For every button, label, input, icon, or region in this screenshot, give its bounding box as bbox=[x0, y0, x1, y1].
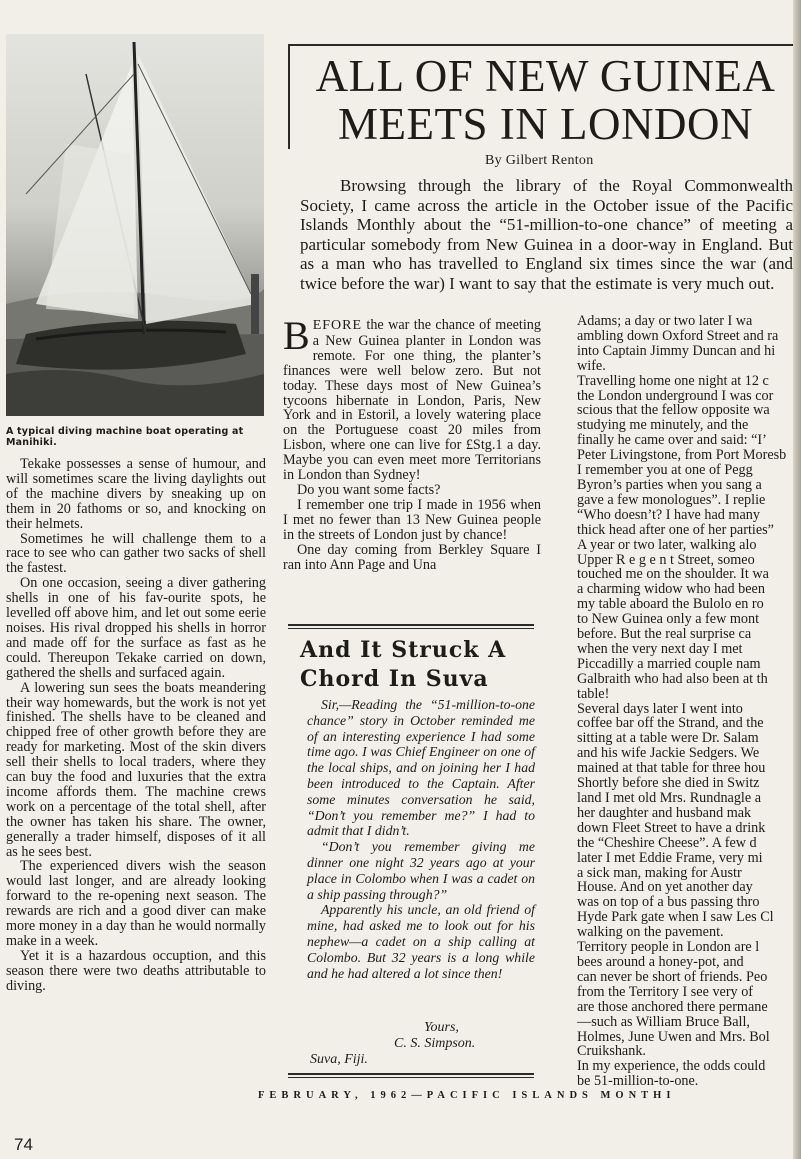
line: to New Guinea only a few mont bbox=[577, 611, 760, 628]
line: sitting at a table were Dr. Salam bbox=[577, 730, 759, 747]
column-3 bbox=[563, 314, 801, 1089]
line: Piccadilly a married couple nam bbox=[577, 655, 761, 672]
diving-boat-photo bbox=[6, 34, 264, 416]
paragraph: Sometimes he will challenge them to a race to see who can gather two sacks of shell the fastest. bbox=[6, 530, 266, 577]
line: can never be short of friends. Peo bbox=[577, 968, 768, 985]
line: “Who doesn’t? I have had many bbox=[577, 506, 760, 523]
letter-paragraph: Sir,—Reading the “51-million-to-one chance” story in October reminded me of an interesting experience I had some time ago. I was Chief Engineer on one of the local ships, and on joining her I had been introduced to the Captain. After some minutes conversation he said, “Don’t you remember me?” I had to admit that I didn’t. bbox=[307, 697, 535, 839]
line: a sick man, making for Austr bbox=[577, 864, 742, 881]
line: Travelling home one night at 12 c bbox=[577, 372, 769, 389]
line: finally he came over and said: “I’ bbox=[577, 432, 767, 449]
line: studying me minutely, and the bbox=[577, 417, 749, 434]
drop-cap: B bbox=[283, 313, 310, 358]
line: from the Territory I see very of bbox=[577, 983, 754, 1000]
line: —such as William Bruce Ball, bbox=[577, 1013, 750, 1030]
line: Holmes, June Uwen and Mrs. Bol bbox=[577, 1028, 770, 1045]
paragraph: The experienced divers wish the season would last longer, and are already looking forward to the re-opening next season. The rewards are rich and a good diver can make more money in a day than he would normally make in a week. bbox=[6, 858, 266, 949]
line: scious that the fellow opposite wa bbox=[577, 402, 770, 419]
column-2 bbox=[283, 313, 541, 573]
line: Territory people in London are l bbox=[577, 939, 760, 956]
line: was on top of a bus passing thro bbox=[577, 894, 760, 911]
letter-body bbox=[307, 697, 535, 981]
line: the London underground I was cor bbox=[577, 387, 774, 404]
line: Upper R e g e n t Street, someo bbox=[577, 551, 755, 568]
line: later I met Eddie Frame, very mi bbox=[577, 849, 763, 866]
first-paragraph-text: the war the chance of meeting a New Guinea planter in London was remote. For one thing, the planter’s finances were well below zero. But not today. These days most of New Guinea’s tycoons hibernate in London, Paris, New York and in Estoril, a lovely watering place on the Portuguese coast 20 miles from Lisbon, where one can live for £Stg.1 a day. Maybe you can even meet more Territorians in London than Sydney! bbox=[283, 317, 541, 484]
letter-paragraph: “Don’t you remember giving me dinner one night 32 years ago at your place in Colombo when I was a cadet on a ship passing through?” bbox=[307, 839, 535, 902]
line: Galbraith who had also been at th bbox=[577, 670, 768, 687]
line: coffee bar off the Strand, and the bbox=[577, 715, 764, 732]
line: I remember you at one of Pegg bbox=[577, 462, 753, 479]
paragraph: I remember one trip I made in 1956 when I met no fewer than 13 New Guinea people in the streets of London just by chance! bbox=[283, 496, 541, 543]
line: thick head after one of her parties” bbox=[577, 521, 774, 538]
line: walking on the pavement. bbox=[577, 924, 724, 941]
paragraph: Do you want some facts? bbox=[297, 481, 441, 498]
line: touched me on the shoulder. It wa bbox=[577, 566, 769, 583]
line: and his wife Jackie Sedgers. We bbox=[577, 745, 760, 762]
line: her daughter and husband mak bbox=[577, 804, 752, 821]
line: when the very next day I met bbox=[577, 640, 743, 657]
letter-paragraph: Apparently his uncle, an old friend of mine, had asked me to look out for his nephew—a cadet on a ship calling at Colombo. But 32 years is a long while and he had altered a lot since then! bbox=[307, 902, 535, 981]
line: Peter Livingstone, from Port Moresb bbox=[577, 447, 787, 464]
line: bees around a honey-pot, and bbox=[577, 953, 744, 970]
paragraph: Yet it is a hazardous occuption, and this season there were two deaths attributable to diving. bbox=[6, 947, 266, 994]
line: Adams; a day or two later I wa bbox=[577, 314, 753, 329]
page-number: 74 bbox=[14, 1135, 33, 1154]
box-rule-top bbox=[288, 624, 534, 626]
line: Shortly before she died in Switz bbox=[577, 775, 760, 792]
line: Byron’s parties when you sang a bbox=[577, 476, 762, 493]
article-title bbox=[288, 52, 801, 148]
title-line-1: ALL OF NEW GUINEA bbox=[315, 51, 776, 101]
line: Hyde Park gate when I saw Les Cl bbox=[577, 909, 774, 926]
line: before. But the real surprise ca bbox=[577, 626, 752, 643]
column-1 bbox=[6, 457, 266, 994]
line: be 51-million-to-one. bbox=[577, 1073, 699, 1090]
paragraph: A lowering sun sees the boats meandering their way homewards, but the work is not yet finished. The shells have to be cleaned and chipped free of other growth before they are ready for marketing. Most of the skin divers sell their shells to local traders, where they can buy the food and luxuries that the extra income affords them. The machine crews work on a percentage of the total shell, after the owner has taken his share. The owner, generally a trader himself, disposes of it all as he sees best. bbox=[6, 679, 266, 860]
intro-text: Browsing through the library of the Royal Commonwealth Society, I came across the article in the October issue of the Pacific Islands Monthly about the “51-million-to-one chance” of meeting a particular somebody from New Guinea in a door-way in England. But as a man who has travelled to England six times since the war (and twice before the war) I want to say that the estimate is very much out. bbox=[300, 176, 793, 293]
byline: By Gilbert Renton bbox=[485, 153, 594, 168]
line: Cruikshank. bbox=[577, 1043, 646, 1060]
line: down Fleet Street to have a drink bbox=[577, 819, 766, 836]
letter-closing: Yours, bbox=[424, 1020, 459, 1035]
box-title-line-2: Chord In Suva bbox=[300, 666, 489, 692]
line: wife. bbox=[577, 357, 606, 374]
paragraph: One day coming from Berkley Square I ran into Ann Page and Una bbox=[283, 541, 541, 573]
box-title bbox=[300, 636, 530, 694]
sailboat-illustration bbox=[6, 34, 264, 416]
box-rule-bottom bbox=[288, 1073, 534, 1075]
line: are those anchored there permane bbox=[577, 998, 768, 1015]
running-footer: FEBRUARY, 1962—PACIFIC ISLANDS MONTHI bbox=[258, 1090, 676, 1101]
line: A year or two later, walking alo bbox=[577, 536, 757, 553]
line: mained at that table for three hou bbox=[577, 760, 766, 777]
box-rule-top-thin bbox=[288, 628, 534, 629]
line: House. And on yet another day bbox=[577, 879, 753, 896]
line: the “Cheshire Cheese”. A few d bbox=[577, 834, 757, 851]
title-line-2: MEETS IN LONDON bbox=[338, 99, 753, 149]
line: ambling down Oxford Street and ra bbox=[577, 327, 779, 344]
line: In my experience, the odds could bbox=[577, 1058, 766, 1075]
line: gave a few monologues”. I replie bbox=[577, 491, 766, 508]
line: a charming widow who had been bbox=[577, 581, 765, 598]
letter-place: Suva, Fiji. bbox=[310, 1052, 368, 1067]
paragraph: Tekake possesses a sense of humour, and will sometimes scare the living daylights out of the machine divers by sneaking up on them in 20 fathoms or so, and knocking on their helmets. bbox=[6, 456, 266, 532]
intro-paragraph bbox=[300, 176, 793, 294]
line: into Captain Jimmy Duncan and hi bbox=[577, 342, 776, 359]
first-paragraph bbox=[283, 313, 541, 484]
box-title-line-1: And It Struck A bbox=[300, 637, 507, 663]
line: Several days later I went into bbox=[577, 700, 743, 717]
box-rule-bottom-thin bbox=[288, 1077, 534, 1078]
line: my table aboard the Bulolo en ro bbox=[577, 596, 764, 613]
paragraph: On one occasion, seeing a diver gathering shells in one of his fav-ourite spots, he levelled off above him, and let out some eerie noises. His rival dropped his shells in horror and made off for the surface as fast as he could. Thereupon Tekake carried on down, gathered the shells and surfaced again. bbox=[6, 575, 266, 681]
drop-cap-rest: EFORE bbox=[312, 318, 363, 333]
line: table! bbox=[577, 685, 610, 702]
letter-signature: C. S. Simpson. bbox=[394, 1036, 476, 1051]
page-edge-shadow bbox=[793, 0, 801, 1159]
photo-caption: A typical diving machine boat operating at Manihiki. bbox=[6, 426, 244, 448]
line: land I met old Mrs. Rundnagle a bbox=[577, 790, 762, 806]
